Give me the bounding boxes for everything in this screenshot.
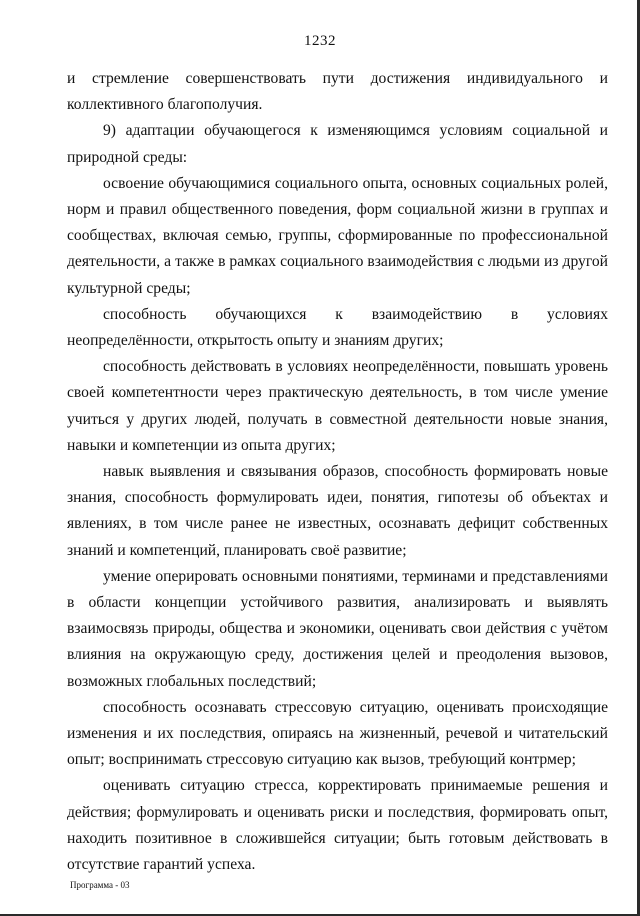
paragraph-stress-awareness: способность осознавать стрессовую ситуацию, оценивать происходящие изменения и их последствия, опираясь на жизненный, речевой и читательский опыт; воспринимать стрессовую ситуацию как вызов, требующий контрмер; xyxy=(67,698,608,769)
paragraph-sustainable-development: умение оперировать основными понятиями, терминами и представлениями в области концепции устойчивого развития, анализировать и выявлять взаимосвязь природы, общества и экономики, оценивать свои действия с учётом влияния на окружающую среду, достижения целей и преодоления вызовов, возможных глобальных последствий; xyxy=(67,567,608,690)
paragraph-social-experience: освоение обучающимися социального опыта, основных социальных ролей, норм и правил общественного поведения, форм социальной жизни в группах и сообществах, включая семью, группы, сформированные по профессиональной деятельности, а также в рамках социального взаимодействия с людьми из другой культурной среды; xyxy=(67,174,608,297)
page-footer: Программа - 03 xyxy=(70,880,130,890)
page-number: 1232 xyxy=(304,33,336,49)
paragraph-act-uncertainty: способность действовать в условиях неопределённости, повышать уровень своей компетентности через практическую деятельность, в том числе умение учиться у других людей, получать в совместной деятельности новые знания, навыки и компетенции из опыта других; xyxy=(67,358,608,454)
paragraph-continuation: и стремление совершенствовать пути достижения индивидуального и коллективного благополучия. xyxy=(67,70,608,114)
paragraph-item-9-heading: 9) адаптации обучающегося к изменяющимся условиям социальной и природной среды: xyxy=(67,122,608,166)
document-body xyxy=(67,66,608,878)
paragraph-image-linking: навык выявления и связывания образов, способность формировать новые знания, способность формулировать идеи, понятия, гипотезы об объектах и явлениях, в том числе ранее не известных, осознавать дефицит собственных знаний и компетенций, планировать своё развитие; xyxy=(67,463,608,559)
paragraph-stress-evaluation: оценивать ситуацию стресса, корректировать принимаемые решения и действия; формулировать и оценивать риски и последствия, формировать опыт, находить позитивное в сложившейся ситуации; быть готовым действовать в отсутствие гарантий успеха. xyxy=(67,777,608,874)
paragraph-interaction-uncertainty: способность обучающихся к взаимодействию в условиях неопределённости, открытость опыту и знаниям других; xyxy=(67,305,608,350)
